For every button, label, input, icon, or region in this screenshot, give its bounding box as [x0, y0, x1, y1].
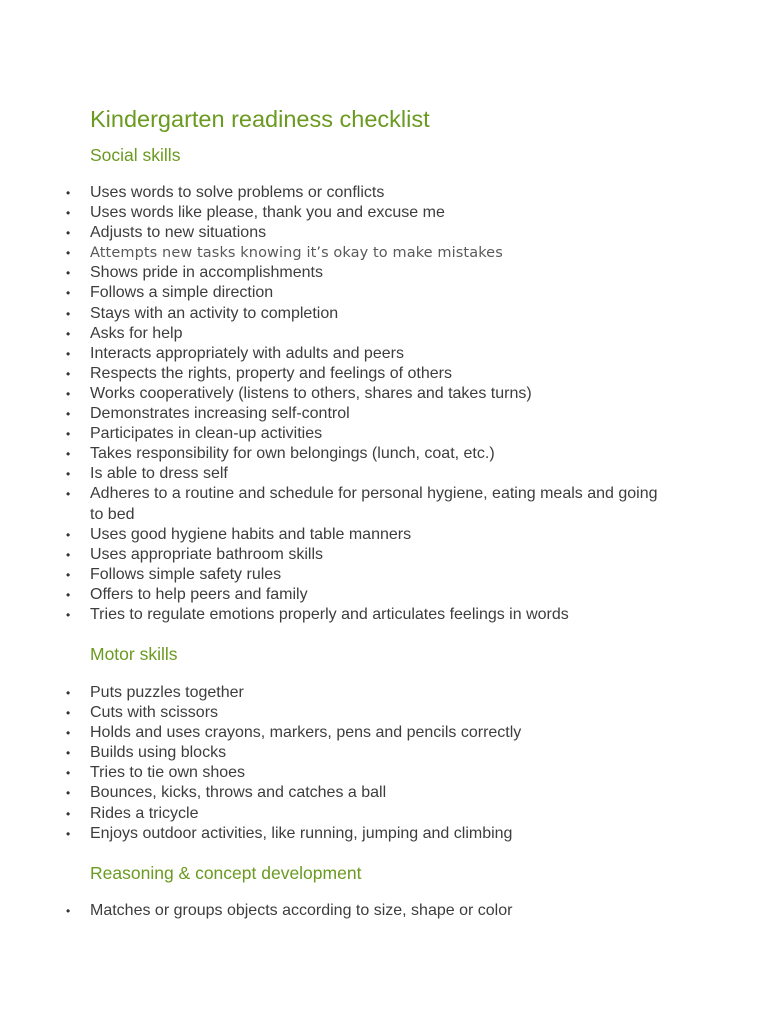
bullet-icon: •	[66, 407, 71, 422]
bullet-icon: •	[66, 806, 71, 821]
list-item	[0, 763, 768, 783]
bullet-icon: •	[66, 904, 71, 918]
bullet-icon: •	[66, 527, 71, 542]
list-item	[0, 824, 768, 844]
list-item	[0, 605, 768, 625]
bullet-icon: •	[66, 746, 71, 761]
bullet-icon: •	[66, 826, 71, 841]
list-item-text: Offers to help peers and family	[90, 585, 308, 603]
list-item-text: Holds and uses crayons, markers, pens and pencils correctly	[90, 724, 522, 742]
list-item-text: Follows simple safety rules	[90, 565, 282, 583]
list-item-text: Tries to regulate emotions properly and articulates feelings in words	[90, 605, 569, 623]
bullet-icon: •	[66, 226, 71, 241]
list-item	[0, 585, 768, 605]
list-item	[0, 683, 768, 703]
bullet-icon: •	[66, 266, 71, 281]
bullet-icon: •	[66, 706, 71, 721]
list-item-text: Asks for help	[90, 324, 183, 342]
bullet-icon: •	[66, 686, 71, 700]
list-item-text: Uses appropriate bathroom skills	[90, 545, 323, 563]
list-item-text: Shows pride in accomplishments	[90, 264, 323, 282]
section-heading-reasoning: Reasoning & concept development	[90, 863, 362, 883]
list-item-text: Stays with an activity to completion	[90, 304, 339, 322]
list-item	[0, 263, 768, 283]
list-item-text: Follows a simple direction	[90, 284, 274, 302]
list-item	[0, 404, 768, 424]
bullet-icon: •	[66, 487, 71, 502]
list-item-text: Is able to dress self	[90, 465, 228, 483]
list-item-text: Bounces, kicks, throws and catches a ball	[90, 784, 387, 802]
list-item-text: Participates in clean-up activities	[90, 425, 323, 443]
list-item-text: Builds using blocks	[90, 744, 227, 762]
list-item	[0, 364, 768, 384]
list-item	[0, 703, 768, 723]
bullet-icon: •	[66, 547, 71, 562]
list-item	[0, 525, 768, 545]
list-item	[0, 223, 768, 243]
list-item-text: Puts puzzles together	[90, 684, 244, 701]
list-item	[0, 783, 768, 803]
list-item-text: Uses words to solve problems or conflicts	[90, 184, 385, 201]
list-item-text: Interacts appropriately with adults and peers	[90, 344, 404, 362]
reasoning-list	[0, 901, 768, 921]
list-item	[0, 283, 768, 303]
list-item-text: Takes responsibility for own belongings (lunch, coat, etc.)	[90, 445, 495, 463]
list-item	[0, 324, 768, 344]
list-item-text: Cuts with scissors	[90, 704, 219, 722]
bullet-icon: •	[66, 726, 71, 741]
list-item	[0, 424, 768, 444]
bullet-icon: •	[66, 786, 71, 801]
list-item-text: Matches or groups objects according to size, shape or color	[90, 902, 513, 919]
bullet-icon: •	[66, 447, 71, 462]
social-skills-list	[0, 183, 768, 625]
list-item-text: Uses words like please, thank you and excuse me	[90, 204, 445, 222]
list-item-text: Adjusts to new situations	[90, 224, 267, 242]
list-item-text: Adheres to a routine and schedule for personal hygiene, eating meals and going to bed	[90, 485, 658, 523]
bullet-icon: •	[66, 607, 71, 622]
bullet-icon: •	[66, 186, 71, 200]
bullet-icon: •	[66, 467, 71, 482]
list-item-text: Tries to tie own shoes	[90, 764, 246, 782]
bullet-icon: •	[66, 427, 71, 442]
list-item	[0, 901, 768, 921]
section-heading-motor-skills: Motor skills	[90, 644, 178, 664]
list-item-text: Uses good hygiene habits and table manners	[90, 525, 412, 543]
bullet-icon: •	[66, 326, 71, 341]
bullet-icon: •	[66, 306, 71, 321]
motor-skills-list	[0, 683, 768, 844]
list-item	[0, 565, 768, 585]
list-item	[0, 464, 768, 484]
bullet-icon: •	[66, 366, 71, 381]
list-item	[0, 545, 768, 565]
bullet-icon: •	[66, 587, 71, 602]
list-item-text: Works cooperatively (listens to others, shares and takes turns)	[90, 384, 532, 402]
bullet-icon: •	[66, 346, 71, 361]
list-item	[0, 484, 768, 524]
list-item	[0, 304, 768, 324]
list-item-text: Enjoys outdoor activities, like running, jumping and climbing	[90, 824, 513, 842]
list-item	[0, 723, 768, 743]
list-item-text: Respects the rights, property and feelings of others	[90, 364, 452, 382]
bullet-icon: •	[66, 386, 71, 401]
section-heading-social-skills: Social skills	[90, 145, 181, 165]
bullet-icon: •	[66, 246, 71, 261]
list-item-text: Attempts new tasks knowing it’s okay to make mistakes	[90, 245, 503, 262]
page-title: Kindergarten readiness checklist	[90, 106, 430, 132]
list-item	[0, 444, 768, 464]
list-item	[0, 203, 768, 223]
list-item	[0, 743, 768, 763]
list-item	[0, 804, 768, 824]
list-item	[0, 344, 768, 364]
bullet-icon: •	[66, 567, 71, 582]
list-item	[0, 183, 768, 203]
bullet-icon: •	[66, 286, 71, 301]
list-item	[0, 384, 768, 404]
list-item-text: Demonstrates increasing self-control	[90, 405, 350, 423]
bullet-icon: •	[66, 206, 71, 221]
bullet-icon: •	[66, 766, 71, 781]
list-item	[0, 243, 768, 263]
list-item-text: Rides a tricycle	[90, 804, 199, 822]
